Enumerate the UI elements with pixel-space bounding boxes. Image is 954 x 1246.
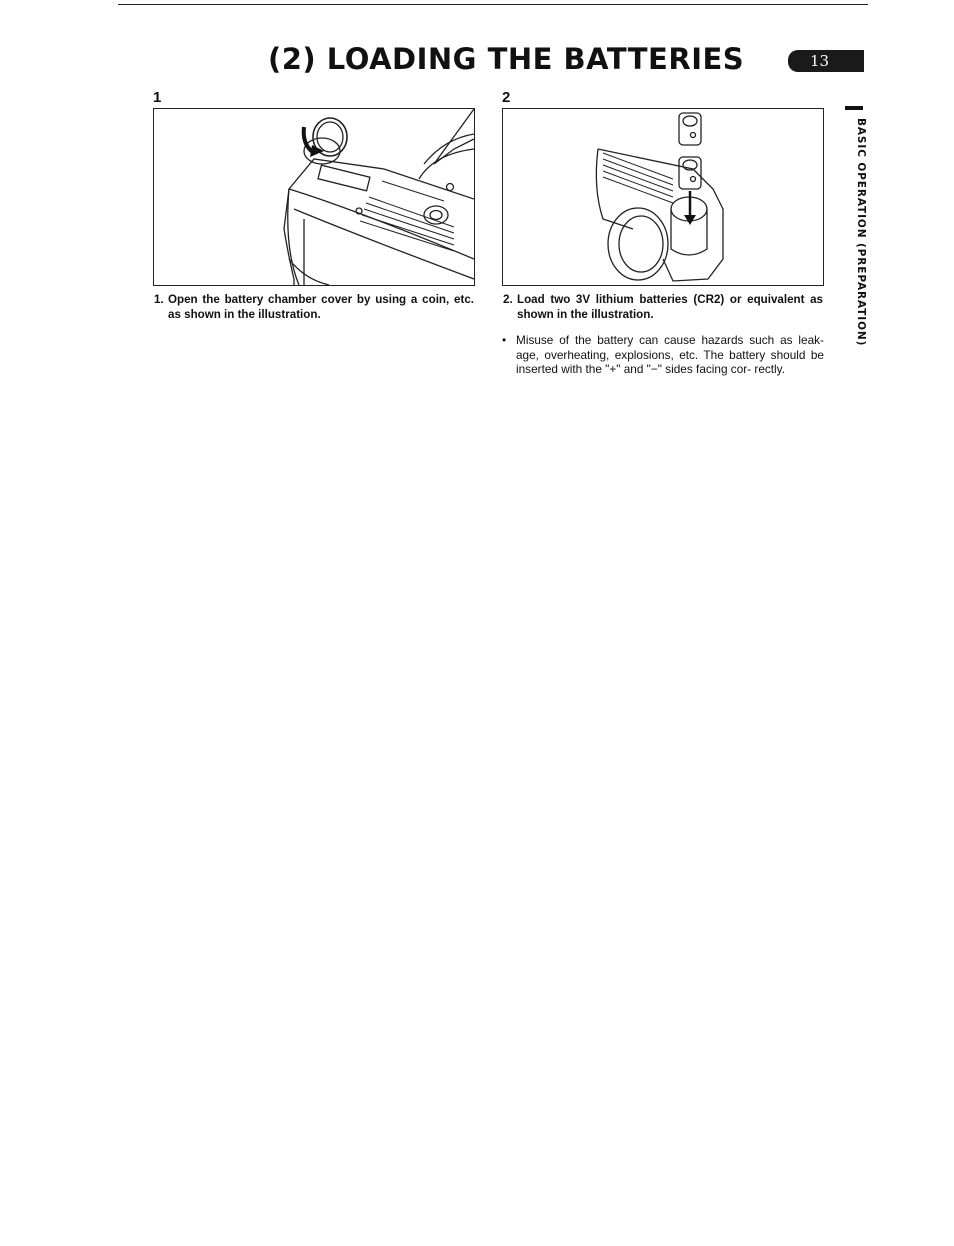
page-number-tab bbox=[788, 50, 864, 72]
top-rule bbox=[118, 4, 868, 5]
figure-2-number: 2 bbox=[502, 89, 511, 106]
step-2-number: 2. bbox=[503, 293, 513, 306]
camera-bottom-coin-illustration bbox=[154, 109, 474, 285]
figure-1-illustration bbox=[153, 108, 475, 286]
page-number: 13 bbox=[810, 52, 830, 70]
battery-warning-note bbox=[502, 333, 824, 377]
note-text: Misuse of the battery can cause hazards such as leak- age, overheating, explosions, etc. The battery should be inserted with the "+" and "−" sides facing cor- rectly. bbox=[516, 333, 824, 376]
figure-2-illustration bbox=[502, 108, 824, 286]
step-1-text: Open the battery chamber cover by using a coin, etc. as shown in the illustration. bbox=[168, 293, 474, 321]
step-1-number: 1. bbox=[154, 293, 164, 306]
section-label: BASIC OPERATION (PREPARATION) bbox=[855, 118, 867, 347]
step-1-caption bbox=[154, 292, 474, 322]
figure-1-number: 1 bbox=[153, 89, 162, 106]
section-marker-bar bbox=[845, 106, 863, 110]
step-2-text: Load two 3V lithium batteries (CR2) or equivalent as shown in the illustration. bbox=[517, 293, 823, 321]
page-title: (2) LOADING THE BATTERIES bbox=[268, 42, 745, 76]
step-2-caption bbox=[503, 292, 823, 322]
note-bullet: • bbox=[502, 333, 507, 347]
battery-insertion-illustration bbox=[503, 109, 823, 285]
